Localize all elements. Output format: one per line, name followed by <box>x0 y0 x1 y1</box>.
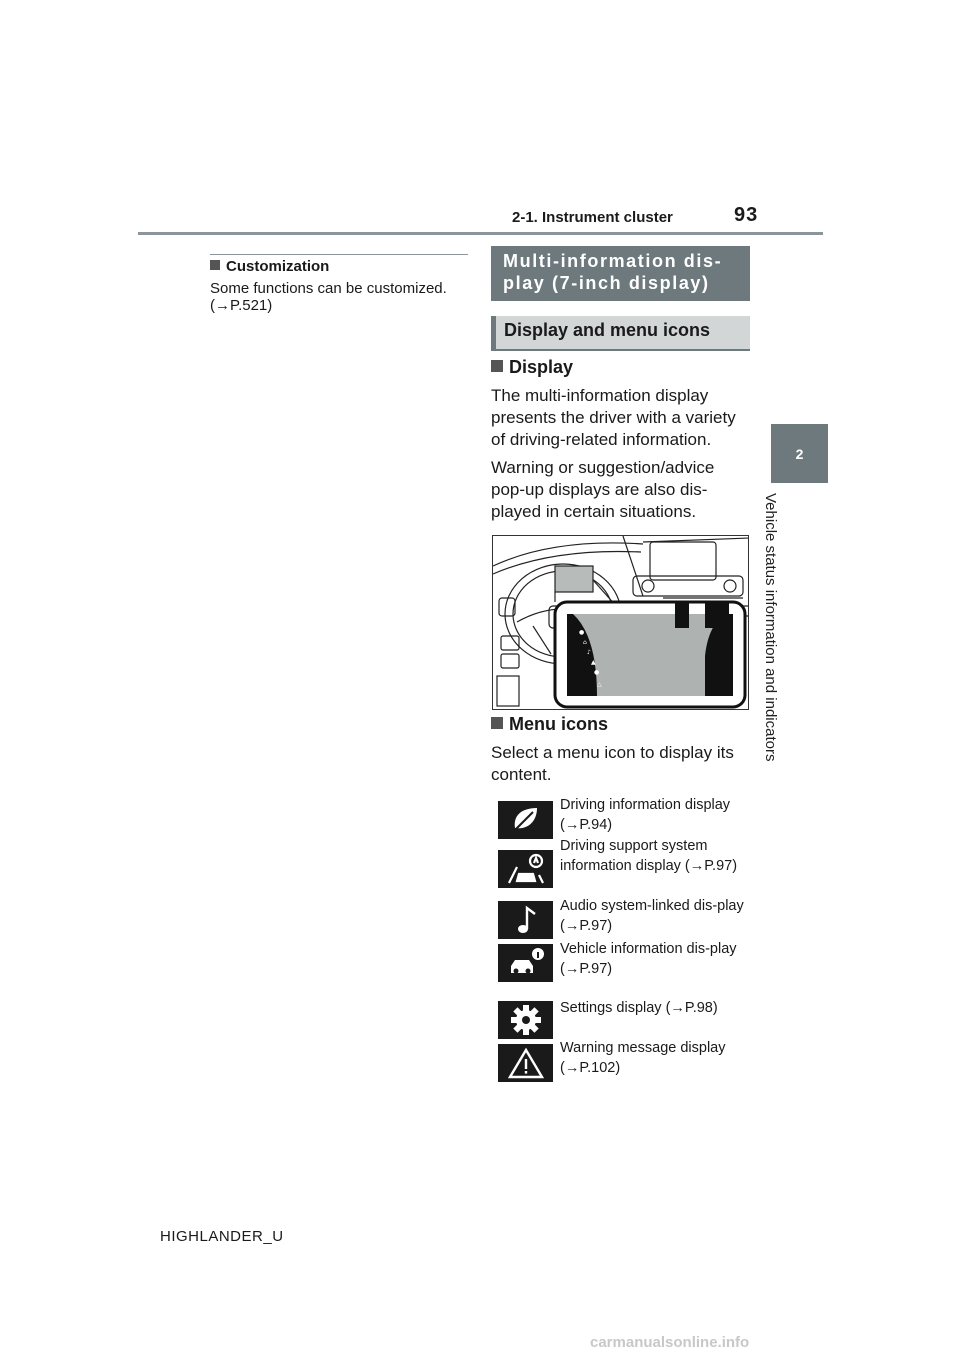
chapter-tab <box>771 424 828 483</box>
menu-item-label-4: Vehicle information dis-play (→P.97) <box>560 941 737 977</box>
page-number: 93 <box>734 204 759 226</box>
customization-text: Some functions can be customized. (→P.521) <box>210 280 447 314</box>
svg-text:●: ● <box>594 669 600 676</box>
left-divider <box>210 254 468 255</box>
menu-icons-paragraph: Select a menu icon to display its content. <box>491 743 734 784</box>
svg-text:△: △ <box>597 681 602 688</box>
menu-item-label-1: Driving information display (→P.94) <box>560 797 731 833</box>
dashboard-drawing <box>493 536 749 710</box>
square-bullet-icon <box>210 260 220 270</box>
chapter-title-vertical <box>762 493 796 813</box>
sub-heading: Display and menu icons <box>491 316 750 351</box>
svg-text:▲: ▲ <box>591 659 596 666</box>
display-paragraph-1: The multi-information display presents the driver with a variety of driving-related information. <box>491 386 736 449</box>
header-rule <box>138 232 823 235</box>
gear-icon <box>498 1001 553 1039</box>
cluster-illustration <box>492 535 749 710</box>
menu-item-label-2: Driving support system information display (→P.97) <box>560 838 738 874</box>
square-bullet-icon <box>491 717 503 729</box>
leaf-icon <box>498 801 553 839</box>
svg-text:●: ● <box>579 629 585 636</box>
warning-icon <box>498 1044 553 1082</box>
chapter-number: 2 <box>795 445 804 462</box>
watermark: carmanualsonline.info <box>590 1334 750 1351</box>
square-bullet-icon <box>491 360 503 372</box>
svg-text:⌂: ⌂ <box>583 639 587 646</box>
vehicle-info-icon <box>498 944 553 982</box>
footer-model-code: HIGHLANDER_U <box>160 1228 284 1245</box>
display-heading: Display <box>491 357 573 378</box>
main-heading: Multi-information dis-play (7-inch display) <box>491 246 750 301</box>
display-paragraph-2: Warning or suggestion/advice pop-up displays are also dis-played in certain situations. <box>491 458 715 521</box>
customization-heading: Customization <box>210 258 329 275</box>
music-note-icon <box>498 901 553 939</box>
menu-item-label-5: Settings display (→P.98) <box>560 1000 718 1016</box>
menu-item-label-3: Audio system-linked dis-play (→P.97) <box>560 898 744 934</box>
menu-item-label-6: Warning message display (→P.102) <box>560 1040 726 1076</box>
svg-text:♪: ♪ <box>587 649 591 656</box>
menu-icons-heading: Menu icons <box>491 714 608 735</box>
chapter-title: Vehicle status information and indicators <box>762 493 779 762</box>
driving-support-icon <box>498 850 553 888</box>
section-title: 2-1. Instrument cluster <box>512 209 673 226</box>
